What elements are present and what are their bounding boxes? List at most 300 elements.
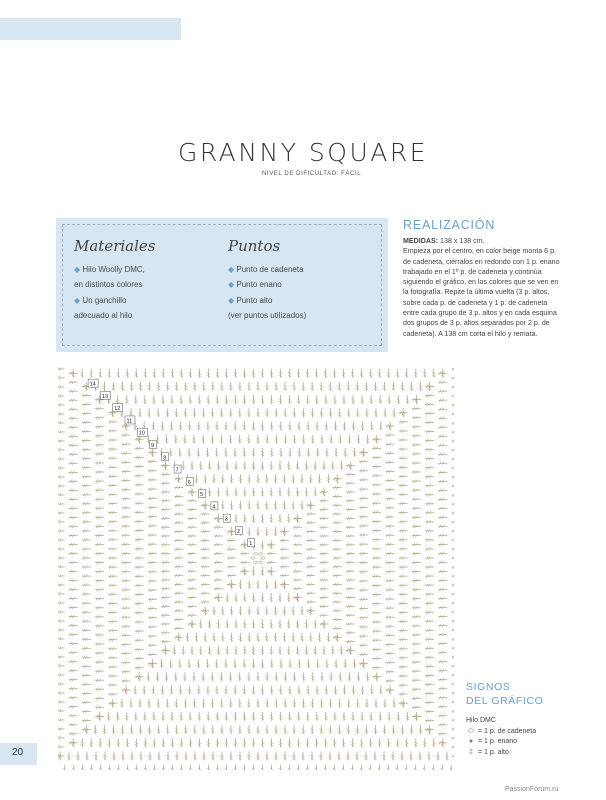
double-crochet-mark bbox=[359, 460, 368, 463]
double-crochet-mark bbox=[386, 552, 395, 555]
double-crochet-mark bbox=[412, 489, 421, 492]
double-crochet-mark bbox=[452, 538, 455, 541]
double-crochet-mark bbox=[373, 752, 376, 761]
stitches-list bbox=[228, 262, 306, 324]
double-crochet-mark bbox=[318, 633, 321, 642]
double-crochet-mark bbox=[188, 686, 191, 695]
double-crochet-mark bbox=[265, 501, 268, 510]
double-crochet-mark bbox=[266, 672, 269, 681]
double-crochet-mark bbox=[438, 606, 447, 609]
double-crochet-mark bbox=[452, 646, 455, 649]
double-crochet-mark bbox=[135, 611, 144, 614]
signs-subheading: Hilo DMC bbox=[466, 717, 496, 724]
double-crochet-mark bbox=[372, 639, 381, 642]
double-crochet-mark bbox=[243, 514, 246, 523]
double-crochet-mark bbox=[288, 765, 291, 770]
double-crochet-mark bbox=[243, 646, 246, 655]
double-crochet-mark bbox=[284, 725, 287, 734]
double-crochet-mark bbox=[452, 439, 455, 442]
double-crochet-mark bbox=[302, 699, 305, 708]
double-crochet-mark bbox=[419, 382, 422, 391]
double-crochet-mark bbox=[351, 765, 354, 770]
double-crochet-mark bbox=[340, 461, 343, 470]
round-label: 11 bbox=[126, 418, 133, 425]
double-crochet-mark bbox=[306, 548, 315, 551]
double-crochet-mark bbox=[306, 765, 309, 770]
double-crochet-mark bbox=[197, 686, 200, 695]
double-crochet-mark bbox=[280, 548, 289, 551]
double-crochet-mark bbox=[224, 448, 227, 457]
double-crochet-mark bbox=[227, 539, 236, 542]
round-label: 7 bbox=[175, 467, 179, 474]
double-crochet-mark bbox=[201, 592, 210, 595]
double-crochet-mark bbox=[279, 422, 282, 431]
double-crochet-mark bbox=[425, 629, 434, 632]
double-crochet-mark bbox=[174, 583, 183, 586]
double-crochet-mark bbox=[103, 752, 106, 761]
double-crochet-mark bbox=[116, 395, 119, 404]
double-crochet-mark bbox=[82, 683, 91, 686]
double-crochet-mark bbox=[195, 633, 198, 642]
double-crochet-mark bbox=[311, 699, 314, 708]
double-crochet-mark bbox=[135, 492, 144, 495]
double-crochet-mark bbox=[215, 659, 218, 668]
double-crochet-mark bbox=[206, 422, 209, 431]
double-crochet-mark bbox=[346, 596, 355, 599]
double-crochet-mark bbox=[379, 395, 382, 404]
double-crochet-mark bbox=[386, 670, 395, 673]
chain-stitch-icon: ⬭ bbox=[468, 727, 474, 735]
double-crochet-mark bbox=[95, 480, 104, 483]
legend-item: ‡ = 1 p. alto bbox=[466, 748, 536, 759]
double-crochet-mark bbox=[58, 727, 65, 730]
double-crochet-mark bbox=[425, 584, 434, 587]
double-crochet-mark bbox=[229, 699, 232, 708]
double-crochet-mark bbox=[217, 488, 220, 497]
double-crochet-mark bbox=[148, 616, 157, 619]
double-crochet-mark bbox=[174, 435, 177, 444]
double-crochet-mark bbox=[359, 515, 368, 518]
double-crochet-mark bbox=[166, 408, 169, 417]
double-crochet-mark bbox=[297, 395, 300, 404]
double-crochet-mark bbox=[58, 412, 65, 415]
double-crochet-mark bbox=[452, 520, 455, 523]
double-crochet-mark bbox=[69, 669, 78, 672]
double-crochet-mark bbox=[324, 712, 327, 721]
double-crochet-mark bbox=[234, 422, 237, 431]
double-crochet-mark bbox=[351, 738, 354, 747]
double-crochet-mark bbox=[225, 369, 228, 378]
double-crochet-mark bbox=[279, 686, 282, 695]
double-crochet-mark bbox=[199, 461, 202, 470]
double-crochet-mark bbox=[184, 725, 187, 734]
double-crochet-mark bbox=[343, 686, 346, 695]
double-crochet-mark bbox=[302, 435, 305, 444]
double-crochet-mark bbox=[58, 403, 65, 406]
double-crochet-mark bbox=[293, 408, 296, 417]
double-crochet-mark bbox=[206, 659, 209, 668]
double-crochet-mark bbox=[243, 488, 246, 497]
double-crochet-mark bbox=[122, 543, 131, 546]
double-crochet-mark bbox=[379, 422, 382, 431]
double-crochet-mark bbox=[138, 699, 141, 708]
double-crochet-mark bbox=[161, 578, 170, 581]
double-crochet-mark bbox=[315, 738, 318, 747]
double-crochet-mark bbox=[183, 672, 186, 681]
double-crochet-mark bbox=[452, 493, 455, 496]
double-crochet-mark bbox=[425, 556, 434, 559]
double-crochet-mark bbox=[121, 382, 124, 391]
double-crochet-mark bbox=[122, 525, 131, 528]
double-crochet-mark bbox=[108, 738, 111, 747]
double-crochet-mark bbox=[425, 484, 434, 487]
double-crochet-mark bbox=[58, 646, 65, 649]
double-crochet-mark bbox=[328, 752, 331, 761]
double-crochet-mark bbox=[161, 552, 170, 555]
double-crochet-mark bbox=[135, 547, 144, 550]
double-crochet-mark bbox=[418, 752, 421, 761]
double-crochet-mark bbox=[198, 369, 201, 378]
double-crochet-mark bbox=[287, 514, 290, 523]
double-crochet-mark bbox=[438, 732, 447, 735]
double-crochet-mark bbox=[315, 395, 318, 404]
double-crochet-mark bbox=[274, 633, 277, 642]
chain-mark bbox=[261, 557, 265, 559]
double-crochet-mark bbox=[378, 765, 381, 770]
double-crochet-mark bbox=[425, 565, 434, 568]
double-crochet-mark bbox=[412, 633, 421, 636]
double-crochet-mark bbox=[69, 534, 78, 537]
double-crochet-mark bbox=[243, 659, 246, 668]
double-crochet-mark bbox=[192, 435, 195, 444]
double-crochet-mark bbox=[82, 475, 91, 478]
double-crochet-mark bbox=[95, 597, 104, 600]
double-crochet-mark bbox=[438, 723, 447, 726]
double-crochet-mark bbox=[252, 765, 255, 770]
double-crochet-mark bbox=[95, 570, 104, 573]
double-crochet-mark bbox=[238, 435, 241, 444]
double-crochet-mark bbox=[247, 699, 250, 708]
double-crochet-mark bbox=[348, 435, 351, 444]
double-crochet-mark bbox=[152, 686, 155, 695]
double-crochet-mark bbox=[261, 488, 264, 497]
double-crochet-mark bbox=[412, 597, 421, 600]
double-crochet-mark bbox=[300, 633, 303, 642]
double-crochet-mark bbox=[275, 699, 278, 708]
double-crochet-mark bbox=[400, 752, 403, 761]
double-crochet-mark bbox=[386, 625, 395, 628]
double-crochet-mark bbox=[225, 395, 228, 404]
double-crochet-mark bbox=[243, 422, 246, 431]
double-crochet-mark bbox=[215, 422, 218, 431]
double-crochet-mark bbox=[243, 593, 246, 602]
double-crochet-mark bbox=[409, 752, 412, 761]
double-crochet-mark bbox=[387, 738, 390, 747]
double-crochet-mark bbox=[82, 439, 91, 442]
double-crochet-mark bbox=[438, 534, 447, 537]
diamond-bullet-icon: ◆ bbox=[74, 265, 83, 274]
double-crochet-mark bbox=[324, 395, 327, 404]
double-crochet-mark bbox=[108, 369, 111, 378]
double-crochet-mark bbox=[161, 422, 164, 431]
double-crochet-mark bbox=[386, 515, 395, 518]
double-crochet-mark bbox=[58, 520, 65, 523]
double-crochet-mark bbox=[58, 475, 65, 478]
double-crochet-mark bbox=[383, 725, 386, 734]
double-crochet-mark bbox=[188, 526, 197, 529]
double-crochet-mark bbox=[95, 615, 104, 618]
double-crochet-mark bbox=[386, 661, 395, 664]
double-crochet-mark bbox=[82, 665, 91, 668]
double-crochet-mark bbox=[289, 448, 292, 457]
double-crochet-mark bbox=[412, 525, 421, 528]
double-crochet-mark bbox=[284, 435, 287, 444]
double-crochet-mark bbox=[99, 369, 102, 378]
double-crochet-mark bbox=[58, 493, 65, 496]
double-crochet-mark bbox=[153, 765, 156, 770]
double-crochet-mark bbox=[161, 508, 170, 511]
double-crochet-mark bbox=[240, 552, 249, 555]
double-crochet-mark bbox=[425, 511, 434, 514]
double-crochet-mark bbox=[116, 712, 119, 721]
double-crochet-mark bbox=[296, 646, 299, 655]
double-crochet-mark bbox=[382, 752, 385, 761]
double-crochet-mark bbox=[117, 369, 120, 378]
double-crochet-mark bbox=[95, 552, 104, 555]
double-crochet-mark bbox=[180, 395, 183, 404]
double-crochet-mark bbox=[108, 674, 117, 677]
double-crochet-mark bbox=[333, 512, 342, 515]
double-crochet-mark bbox=[166, 725, 169, 734]
double-crochet-mark bbox=[344, 659, 347, 668]
double-crochet-mark bbox=[399, 602, 408, 605]
double-crochet-mark bbox=[135, 556, 144, 559]
double-crochet-mark bbox=[95, 525, 104, 528]
double-crochet-mark bbox=[425, 602, 434, 605]
double-crochet-mark bbox=[359, 561, 368, 564]
double-crochet-mark bbox=[193, 408, 196, 417]
double-crochet-mark bbox=[412, 552, 421, 555]
double-crochet-mark bbox=[327, 474, 330, 483]
signs-heading-line: SIGNOS bbox=[466, 681, 511, 693]
double-crochet-mark bbox=[300, 474, 303, 483]
double-crochet-mark bbox=[287, 646, 290, 655]
double-crochet-mark bbox=[214, 561, 223, 564]
double-crochet-mark bbox=[179, 686, 182, 695]
double-crochet-mark bbox=[320, 605, 329, 608]
double-crochet-mark bbox=[412, 498, 421, 501]
double-crochet-mark bbox=[386, 588, 395, 591]
double-crochet-mark bbox=[270, 422, 273, 431]
double-crochet-mark bbox=[188, 578, 197, 581]
double-crochet-mark bbox=[144, 369, 147, 378]
double-crochet-mark bbox=[278, 646, 281, 655]
double-crochet-mark bbox=[397, 395, 400, 404]
double-crochet-mark bbox=[69, 426, 78, 429]
double-crochet-mark bbox=[215, 448, 218, 457]
double-crochet-mark bbox=[333, 369, 336, 378]
double-crochet-mark bbox=[90, 369, 93, 378]
double-crochet-mark bbox=[288, 369, 291, 378]
double-crochet-mark bbox=[452, 745, 455, 748]
double-crochet-mark bbox=[306, 395, 309, 404]
double-crochet-mark bbox=[364, 752, 367, 761]
double-crochet-mark bbox=[170, 422, 173, 431]
double-crochet-mark bbox=[108, 538, 117, 541]
double-crochet-mark bbox=[148, 497, 157, 500]
double-crochet-mark bbox=[386, 470, 395, 473]
double-crochet-mark bbox=[161, 686, 164, 695]
double-crochet-mark bbox=[82, 719, 91, 722]
double-crochet-mark bbox=[171, 738, 174, 747]
double-crochet-mark bbox=[238, 408, 241, 417]
double-crochet-mark bbox=[399, 520, 408, 523]
double-crochet-mark bbox=[320, 561, 329, 564]
double-crochet-mark bbox=[351, 712, 354, 721]
double-crochet-mark bbox=[425, 412, 434, 415]
double-crochet-mark bbox=[353, 448, 356, 457]
double-crochet-mark bbox=[316, 422, 319, 431]
double-crochet-mark bbox=[122, 607, 131, 610]
double-crochet-mark bbox=[252, 514, 255, 523]
double-crochet-mark bbox=[412, 588, 421, 591]
double-crochet-mark bbox=[202, 408, 205, 417]
double-crochet-mark bbox=[82, 674, 91, 677]
double-crochet-mark bbox=[261, 659, 264, 668]
double-crochet-mark bbox=[280, 574, 289, 577]
double-crochet-mark bbox=[230, 501, 233, 510]
double-crochet-mark bbox=[452, 664, 455, 667]
double-crochet-mark bbox=[293, 587, 302, 590]
double-crochet-mark bbox=[166, 752, 169, 761]
double-crochet-mark bbox=[369, 765, 372, 770]
double-crochet-mark bbox=[122, 661, 131, 664]
double-crochet-mark bbox=[221, 633, 224, 642]
double-crochet-mark bbox=[165, 672, 168, 681]
double-crochet-mark bbox=[180, 765, 183, 770]
double-crochet-mark bbox=[261, 712, 264, 721]
double-crochet-mark bbox=[288, 738, 291, 747]
double-crochet-mark bbox=[166, 382, 169, 391]
double-crochet-mark bbox=[67, 752, 70, 761]
double-crochet-mark bbox=[108, 420, 117, 423]
double-crochet-mark bbox=[412, 480, 421, 483]
double-crochet-mark bbox=[399, 511, 408, 514]
double-crochet-mark bbox=[438, 579, 447, 582]
double-crochet-mark bbox=[288, 686, 291, 695]
double-crochet-mark bbox=[392, 382, 395, 391]
double-crochet-mark bbox=[153, 738, 156, 747]
double-crochet-mark bbox=[342, 712, 345, 721]
double-crochet-mark bbox=[372, 529, 381, 532]
double-crochet-mark bbox=[365, 699, 368, 708]
double-crochet-mark bbox=[280, 539, 289, 542]
double-crochet-mark bbox=[148, 543, 157, 546]
round-label: 5 bbox=[200, 492, 204, 499]
double-crochet-mark bbox=[274, 527, 277, 536]
double-crochet-mark bbox=[359, 488, 368, 491]
slip-stitch-icon: ● bbox=[468, 738, 474, 745]
double-crochet-mark bbox=[399, 674, 408, 677]
double-crochet-mark bbox=[220, 672, 223, 681]
double-crochet-mark bbox=[148, 382, 151, 391]
double-crochet-mark bbox=[252, 369, 255, 378]
double-crochet-mark bbox=[288, 395, 291, 404]
double-crochet-mark bbox=[201, 583, 210, 586]
double-crochet-mark bbox=[148, 589, 157, 592]
double-crochet-mark bbox=[261, 461, 264, 470]
round-label: 4 bbox=[212, 504, 216, 511]
double-crochet-mark bbox=[425, 611, 434, 614]
double-crochet-mark bbox=[69, 597, 78, 600]
double-crochet-mark bbox=[238, 725, 241, 734]
double-crochet-mark bbox=[265, 752, 268, 761]
double-crochet-mark bbox=[82, 647, 91, 650]
double-crochet-mark bbox=[333, 600, 342, 603]
double-crochet-mark bbox=[148, 552, 157, 555]
double-crochet-mark bbox=[58, 547, 65, 550]
double-crochet-mark bbox=[58, 484, 65, 487]
signs-heading-line: DEL GRÁFICO bbox=[466, 695, 544, 707]
double-crochet-mark bbox=[261, 540, 264, 549]
double-crochet-mark bbox=[162, 765, 165, 770]
double-crochet-mark bbox=[227, 574, 236, 577]
double-crochet-mark bbox=[252, 738, 255, 747]
double-crochet-mark bbox=[387, 765, 390, 770]
double-crochet-mark bbox=[247, 408, 250, 417]
double-crochet-mark bbox=[69, 678, 78, 681]
double-crochet-mark bbox=[338, 382, 341, 391]
double-crochet-mark bbox=[148, 524, 157, 527]
round-label: 9 bbox=[151, 443, 155, 450]
double-crochet-mark bbox=[180, 738, 183, 747]
double-crochet-mark bbox=[58, 601, 65, 604]
double-crochet-mark bbox=[148, 506, 157, 509]
list-item: ◆ Punto alto bbox=[228, 295, 273, 305]
double-crochet-mark bbox=[278, 593, 281, 602]
double-crochet-mark bbox=[346, 482, 355, 485]
double-crochet-mark bbox=[82, 575, 91, 578]
list-item: (ver puntos utilizados) bbox=[228, 311, 307, 321]
double-crochet-mark bbox=[256, 527, 259, 536]
stitch-grid bbox=[58, 367, 454, 770]
double-crochet-mark bbox=[122, 670, 131, 673]
double-crochet-mark bbox=[438, 624, 447, 627]
round-label: 13 bbox=[101, 393, 109, 400]
double-crochet-mark bbox=[82, 710, 91, 713]
double-crochet-mark bbox=[95, 588, 104, 591]
double-crochet-mark bbox=[425, 466, 434, 469]
double-crochet-mark bbox=[452, 718, 455, 721]
double-crochet-mark bbox=[306, 712, 309, 721]
realization-instructions bbox=[403, 236, 561, 339]
double-crochet-mark bbox=[69, 732, 78, 735]
double-crochet-mark bbox=[144, 738, 147, 747]
double-crochet-mark bbox=[216, 765, 219, 770]
double-crochet-mark bbox=[108, 620, 117, 623]
double-crochet-mark bbox=[95, 407, 104, 410]
double-crochet-mark bbox=[438, 561, 447, 564]
double-crochet-mark bbox=[82, 547, 91, 550]
double-crochet-mark bbox=[175, 725, 178, 734]
double-crochet-mark bbox=[121, 725, 124, 734]
measures-value: 138 x 138 cm. bbox=[438, 237, 485, 245]
double-crochet-mark bbox=[359, 469, 368, 472]
double-crochet-mark bbox=[432, 369, 435, 378]
double-crochet-mark bbox=[386, 561, 395, 564]
double-crochet-mark bbox=[129, 699, 132, 708]
double-crochet-mark bbox=[425, 620, 434, 623]
